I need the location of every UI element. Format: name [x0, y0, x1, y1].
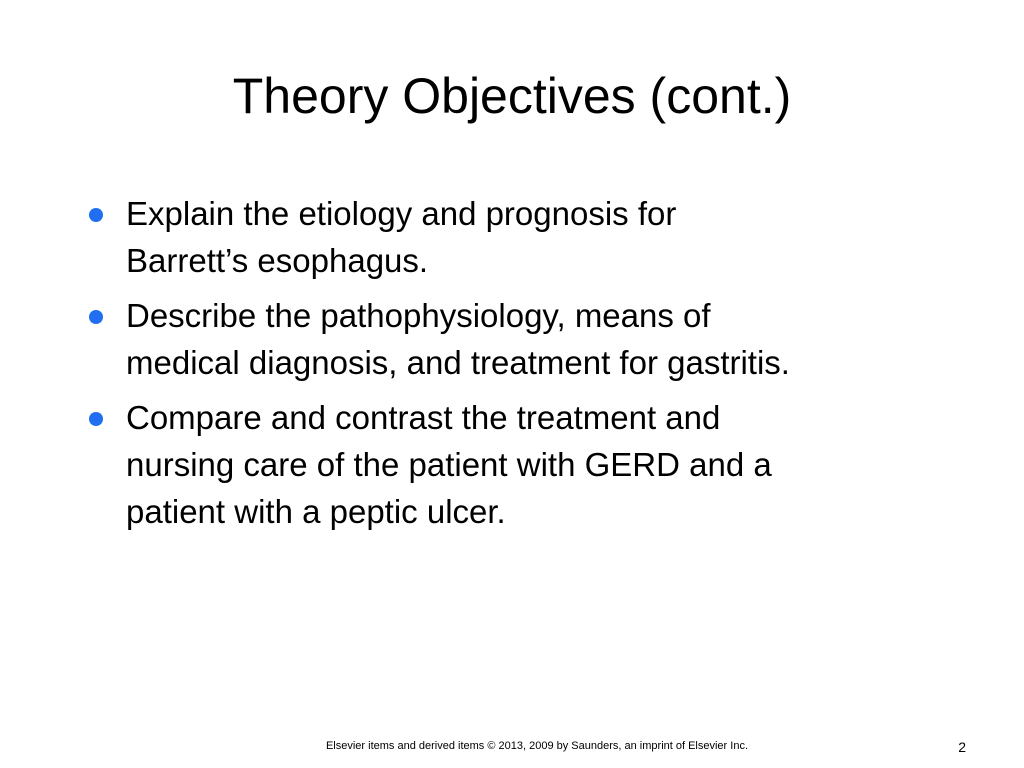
bullet-dot-icon: [89, 208, 103, 222]
bullet-line: Describe the pathophysiology, means of: [126, 297, 711, 334]
bullet-line: Explain the etiology and prognosis for: [126, 195, 677, 232]
bullet-dot-icon: [89, 412, 103, 426]
footer-copyright: Elsevier items and derived items © 2013, 2009 by Saunders, an imprint of Elsevier Inc.: [325, 740, 749, 752]
bullet-line: Barrett’s esophagus.: [126, 242, 429, 279]
page-number: 2: [958, 739, 966, 755]
bullet-item: [86, 190, 966, 284]
slide-title: Theory Objectives (cont.): [232, 68, 792, 124]
bullet-line: Compare and contrast the treatment and: [126, 399, 721, 436]
bullet-line: medical diagnosis, and treatment for gastritis.: [126, 344, 790, 381]
bullet-list: [86, 190, 966, 543]
bullet-item: [86, 394, 966, 535]
bullet-line: patient with a peptic ulcer.: [126, 493, 506, 530]
bullet-line: nursing care of the patient with GERD and a: [126, 446, 772, 483]
bullet-dot-icon: [89, 310, 103, 324]
bullet-item: [86, 292, 966, 386]
